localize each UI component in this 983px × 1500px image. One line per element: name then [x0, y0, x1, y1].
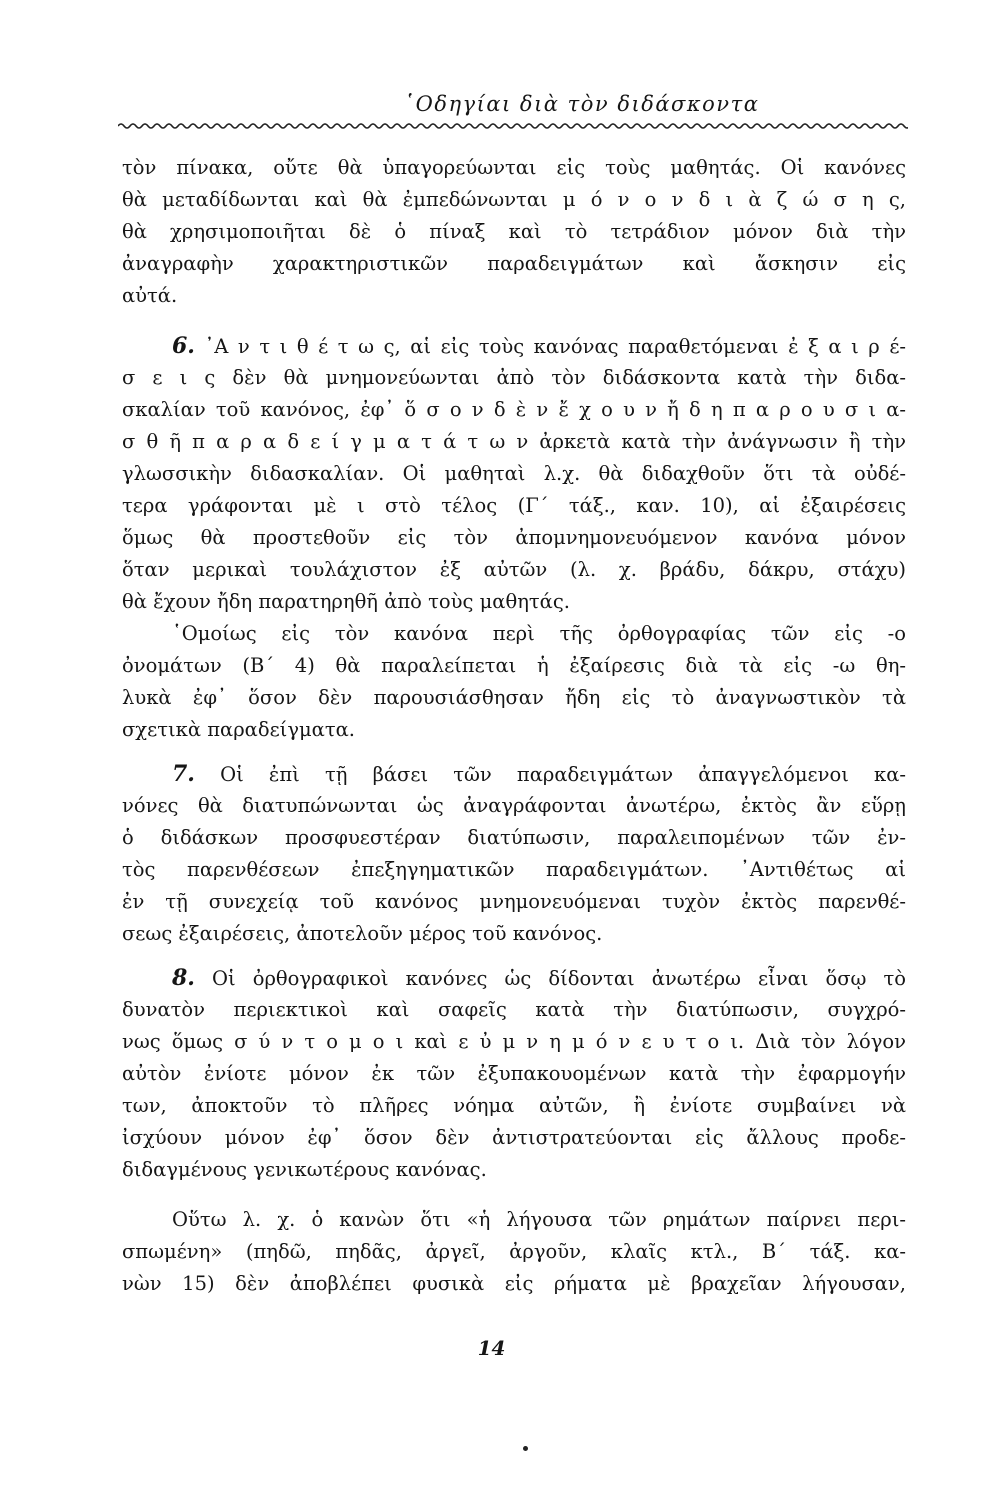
text-line: τὸς παρενθέσεων ἐπεξηγηματικῶν παραδειγμάτων. ᾿Αντιθέτως αἱ	[122, 858, 906, 881]
text-line: τερα γράφονται μὲ ι στὸ τέλος (Γ΄ τάξ., καν. 10), αἱ ἐξαιρέσεις	[122, 494, 906, 517]
text-line: σπωμένη» (πηδῶ, πηδᾶς, ἀργεῖ, ἀργοῦν, κλαῖς κτλ., Β΄ τάξ. κα-	[122, 1240, 906, 1263]
text-line: νόνες θὰ διατυπώνωνται ὡς ἀναγράφονται ἀνωτέρω, ἐκτὸς ἂν εὕρῃ	[122, 794, 906, 817]
text-line: ἀναγραφὴν χαρακτηριστικῶν παραδειγμάτων καὶ ἄσκησιν εἰς	[122, 252, 906, 275]
text-line: σ ε ι ς δὲν θὰ μνημονεύωνται ἀπὸ τὸν διδάσκοντα κατὰ τὴν διδα-	[122, 366, 906, 389]
text-line: 7. Οἱ ἐπὶ τῇ βάσει τῶν παραδειγμάτων ἀπαγγελόμενοι κα-	[172, 761, 906, 787]
text-line: ἰσχύουν μόνον ἐφ᾿ ὅσον δὲν ἀντιστρατεύονται εἰς ἄλλους προδε-	[122, 1126, 906, 1149]
text-line: σχετικὰ παραδείγματα.	[122, 718, 355, 741]
text-line: Οὕτω λ. χ. ὁ κανὼν ὅτι «ἡ λήγουσα τῶν ρημάτων παίρνει περι-	[172, 1208, 906, 1231]
text-line: ῾Ομοίως εἰς τὸν κανόνα περὶ τῆς ὀρθογραφίας τῶν εἰς -ο	[172, 622, 906, 645]
paragraph-8	[122, 962, 906, 1186]
paragraph-6	[122, 330, 906, 618]
text-line: θὰ μεταδίδωνται καὶ θὰ ἐμπεδώνωνται μ ό ν ο ν δ ι ὰ ζ ώ σ η ς,	[122, 188, 906, 211]
body-text	[122, 152, 906, 1300]
running-header: ῾Οδηγίαι διὰ τὸν διδάσκοντα	[403, 92, 760, 116]
paragraph	[122, 1204, 906, 1300]
text-line: σ θ ῆ π α ρ α δ ε ί γ μ α τ ά τ ω ν ἀρκετὰ κατὰ τὴν ἀνάγνωσιν ἢ τὴν	[122, 430, 906, 453]
text-line: ὅμως θὰ προστεθοῦν εἰς τὸν ἀπομνημονευόμενον κανόνα μόνον	[122, 526, 906, 549]
text-line: των, ἀποκτοῦν τὸ πλῆρες νόημα αὐτῶν, ἢ ἐνίοτε συμβαίνει νὰ	[122, 1094, 906, 1117]
text-line: αὐτὸν ἐνίοτε μόνον ἐκ τῶν ἐξυπακουομένων κατὰ τὴν ἐφαρμογήν	[122, 1062, 906, 1085]
paragraph	[122, 152, 906, 312]
text-line: 6. ᾿Α ν τ ι θ έ τ ω ς, αἱ εἰς τοὺς κανόνας παραθετόμεναι ἐ ξ α ι ρ έ-	[172, 333, 906, 359]
print-speck	[523, 1446, 528, 1451]
text-line: τὸν πίνακα, οὔτε θὰ ὑπαγορεύωνται εἰς τοὺς μαθητάς. Οἱ κανόνες	[122, 156, 906, 179]
paragraph-7	[122, 758, 906, 950]
text-line: σεως ἐξαιρέσεις, ἀποτελοῦν μέρος τοῦ κανόνος.	[122, 922, 603, 945]
text-line: ὁ διδάσκων προσφυεστέραν διατύπωσιν, παραλειπομένων τῶν ἐν-	[122, 826, 906, 849]
paragraph-number: 8.	[172, 965, 195, 991]
text-line: ὅταν μερικαὶ τουλάχιστον ἐξ αὐτῶν (λ. χ. βράδυ, δάκρυ, στάχυ)	[122, 558, 906, 581]
paragraph-number: 7.	[172, 761, 195, 787]
paragraph-number: 6.	[172, 333, 195, 359]
text-line: αὐτά.	[122, 284, 178, 307]
text-line: ἐν τῇ συνεχείᾳ τοῦ κανόνος μνημονευόμεναι τυχὸν ἐκτὸς παρενθέ-	[122, 890, 906, 913]
text-line: ὀνομάτων (Β΄ 4) θὰ παραλείπεται ἡ ἐξαίρεσις διὰ τὰ εἰς -ω θη-	[122, 654, 906, 677]
text-line: θὰ χρησιμοποιῆται δὲ ὁ πίναξ καὶ τὸ τετράδιον μόνον διὰ τὴν	[122, 220, 906, 243]
text-line: γλωσσικὴν διδασκαλίαν. Οἱ μαθηταὶ λ.χ. θὰ διδαχθοῦν ὅτι τὰ οὐδέ-	[122, 462, 906, 485]
page-number: 14	[477, 1336, 506, 1360]
text-line: νὼν 15) δὲν ἀποβλέπει φυσικὰ εἰς ρήματα μὲ βραχεῖαν λήγουσαν,	[122, 1272, 906, 1295]
paragraph	[122, 618, 906, 746]
text-line: σκαλίαν τοῦ κανόνος, ἐφ᾿ ὅ σ ο ν δ ὲ ν ἔ χ ο υ ν ἤ δ η π α ρ ο υ σ ι α-	[122, 398, 906, 421]
text-line: διδαγμένους γενικωτέρους κανόνας.	[122, 1158, 487, 1181]
text-line: νως ὅμως σ ύ ν τ ο μ ο ι καὶ ε ὐ μ ν η μ ό ν ε υ τ ο ι. Διὰ τὸν λόγον	[122, 1030, 906, 1053]
wavy-rule	[118, 118, 908, 134]
text-line: 8. Οἱ ὀρθογραφικοὶ κανόνες ὡς δίδονται ἀνωτέρω εἶναι ὅσῳ τὸ	[172, 965, 906, 991]
text-line: λυκὰ ἐφ᾿ ὅσον δὲν παρουσιάσθησαν ἤδη εἰς τὸ ἀναγνωστικὸν τὰ	[122, 686, 906, 709]
text-line: δυνατὸν περιεκτικοὶ καὶ σαφεῖς κατὰ τὴν διατύπωσιν, συγχρό-	[122, 998, 906, 1021]
text-line: θὰ ἔχουν ἤδη παρατηρηθῆ ἀπὸ τοὺς μαθητάς.	[122, 590, 570, 613]
